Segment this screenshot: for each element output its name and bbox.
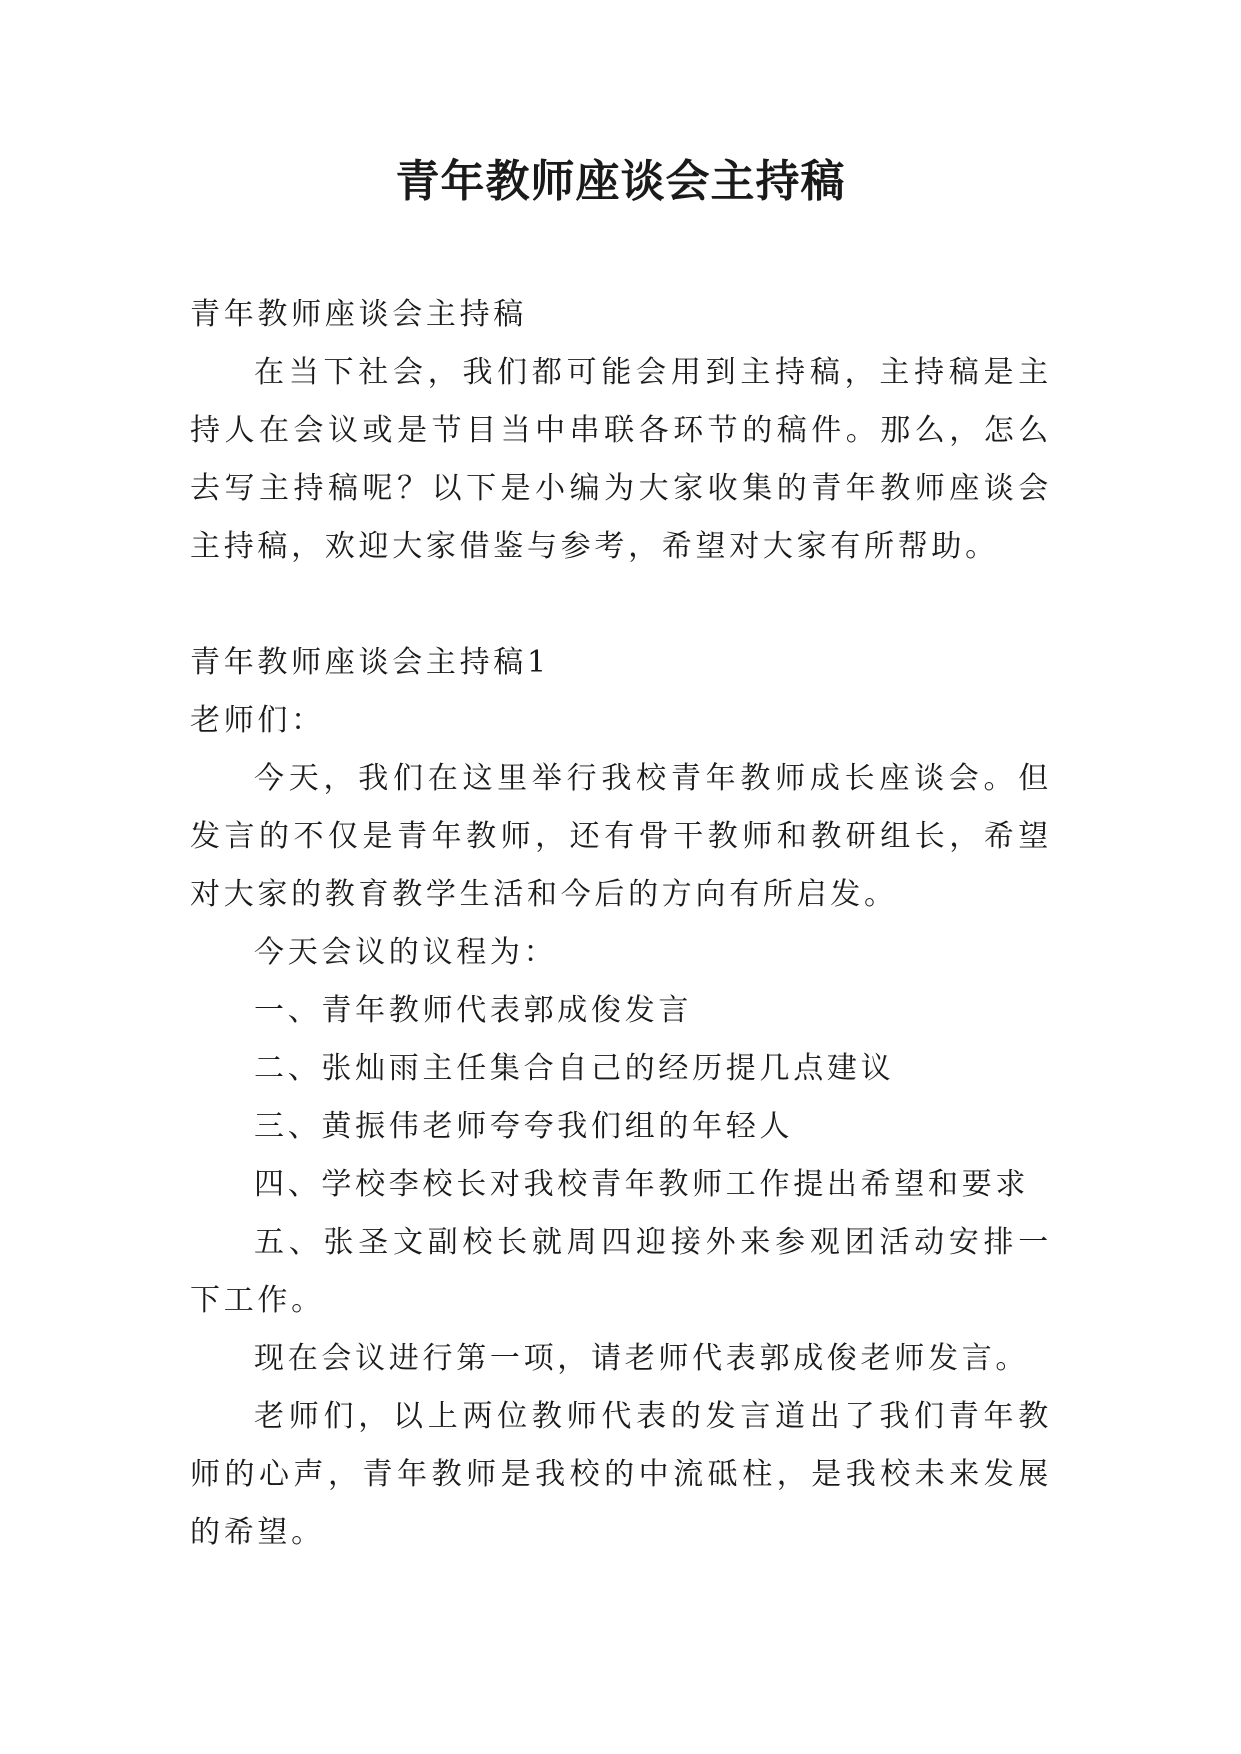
- document-heading: 青年教师座谈会主持稿: [190, 297, 527, 332]
- document-title: 青年教师座谈会主持稿: [395, 156, 846, 207]
- section-title: 青年教师座谈会主持稿1: [190, 645, 550, 680]
- agenda-intro: 今天会议的议程为：: [254, 935, 558, 970]
- agenda-item: 二、张灿雨主任集合自己的经历提几点建议: [254, 1051, 895, 1086]
- body-paragraph: 老师们，以上两位教师代表的发言道出了我们青年教师的心声，青年教师是我校的中流砥柱，是我校未来发展的希望。: [190, 1399, 1052, 1550]
- body-paragraph: 现在会议进行第一项，请老师代表郭成俊老师发言。: [254, 1341, 1030, 1376]
- body-paragraph: 今天，我们在这里举行我校青年教师成长座谈会。但发言的不仅是青年教师，还有骨干教师和教研组长，希望对大家的教育教学生活和今后的方向有所启发。: [190, 761, 1052, 912]
- agenda-item: 五、张圣文副校长就周四迎接外来参观团活动安排一下工作。: [190, 1225, 1052, 1318]
- paragraph-gap: [190, 576, 1052, 634]
- intro-paragraph: 在当下社会，我们都可能会用到主持稿，主持稿是主持人在会议或是节目当中串联各环节的稿件。那么，怎么去写主持稿呢？以下是小编为大家收集的青年教师座谈会主持稿，欢迎大家借鉴与参考，希望对大家有所帮助。: [190, 355, 1052, 564]
- agenda-item: 一、青年教师代表郭成俊发言: [254, 993, 693, 1028]
- document-body: [190, 286, 1052, 1562]
- agenda-item: 四、学校李校长对我校青年教师工作提出希望和要求: [254, 1167, 1030, 1202]
- salutation: 老师们：: [190, 703, 325, 738]
- agenda-item: 三、黄振伟老师夸夸我们组的年轻人: [254, 1109, 794, 1144]
